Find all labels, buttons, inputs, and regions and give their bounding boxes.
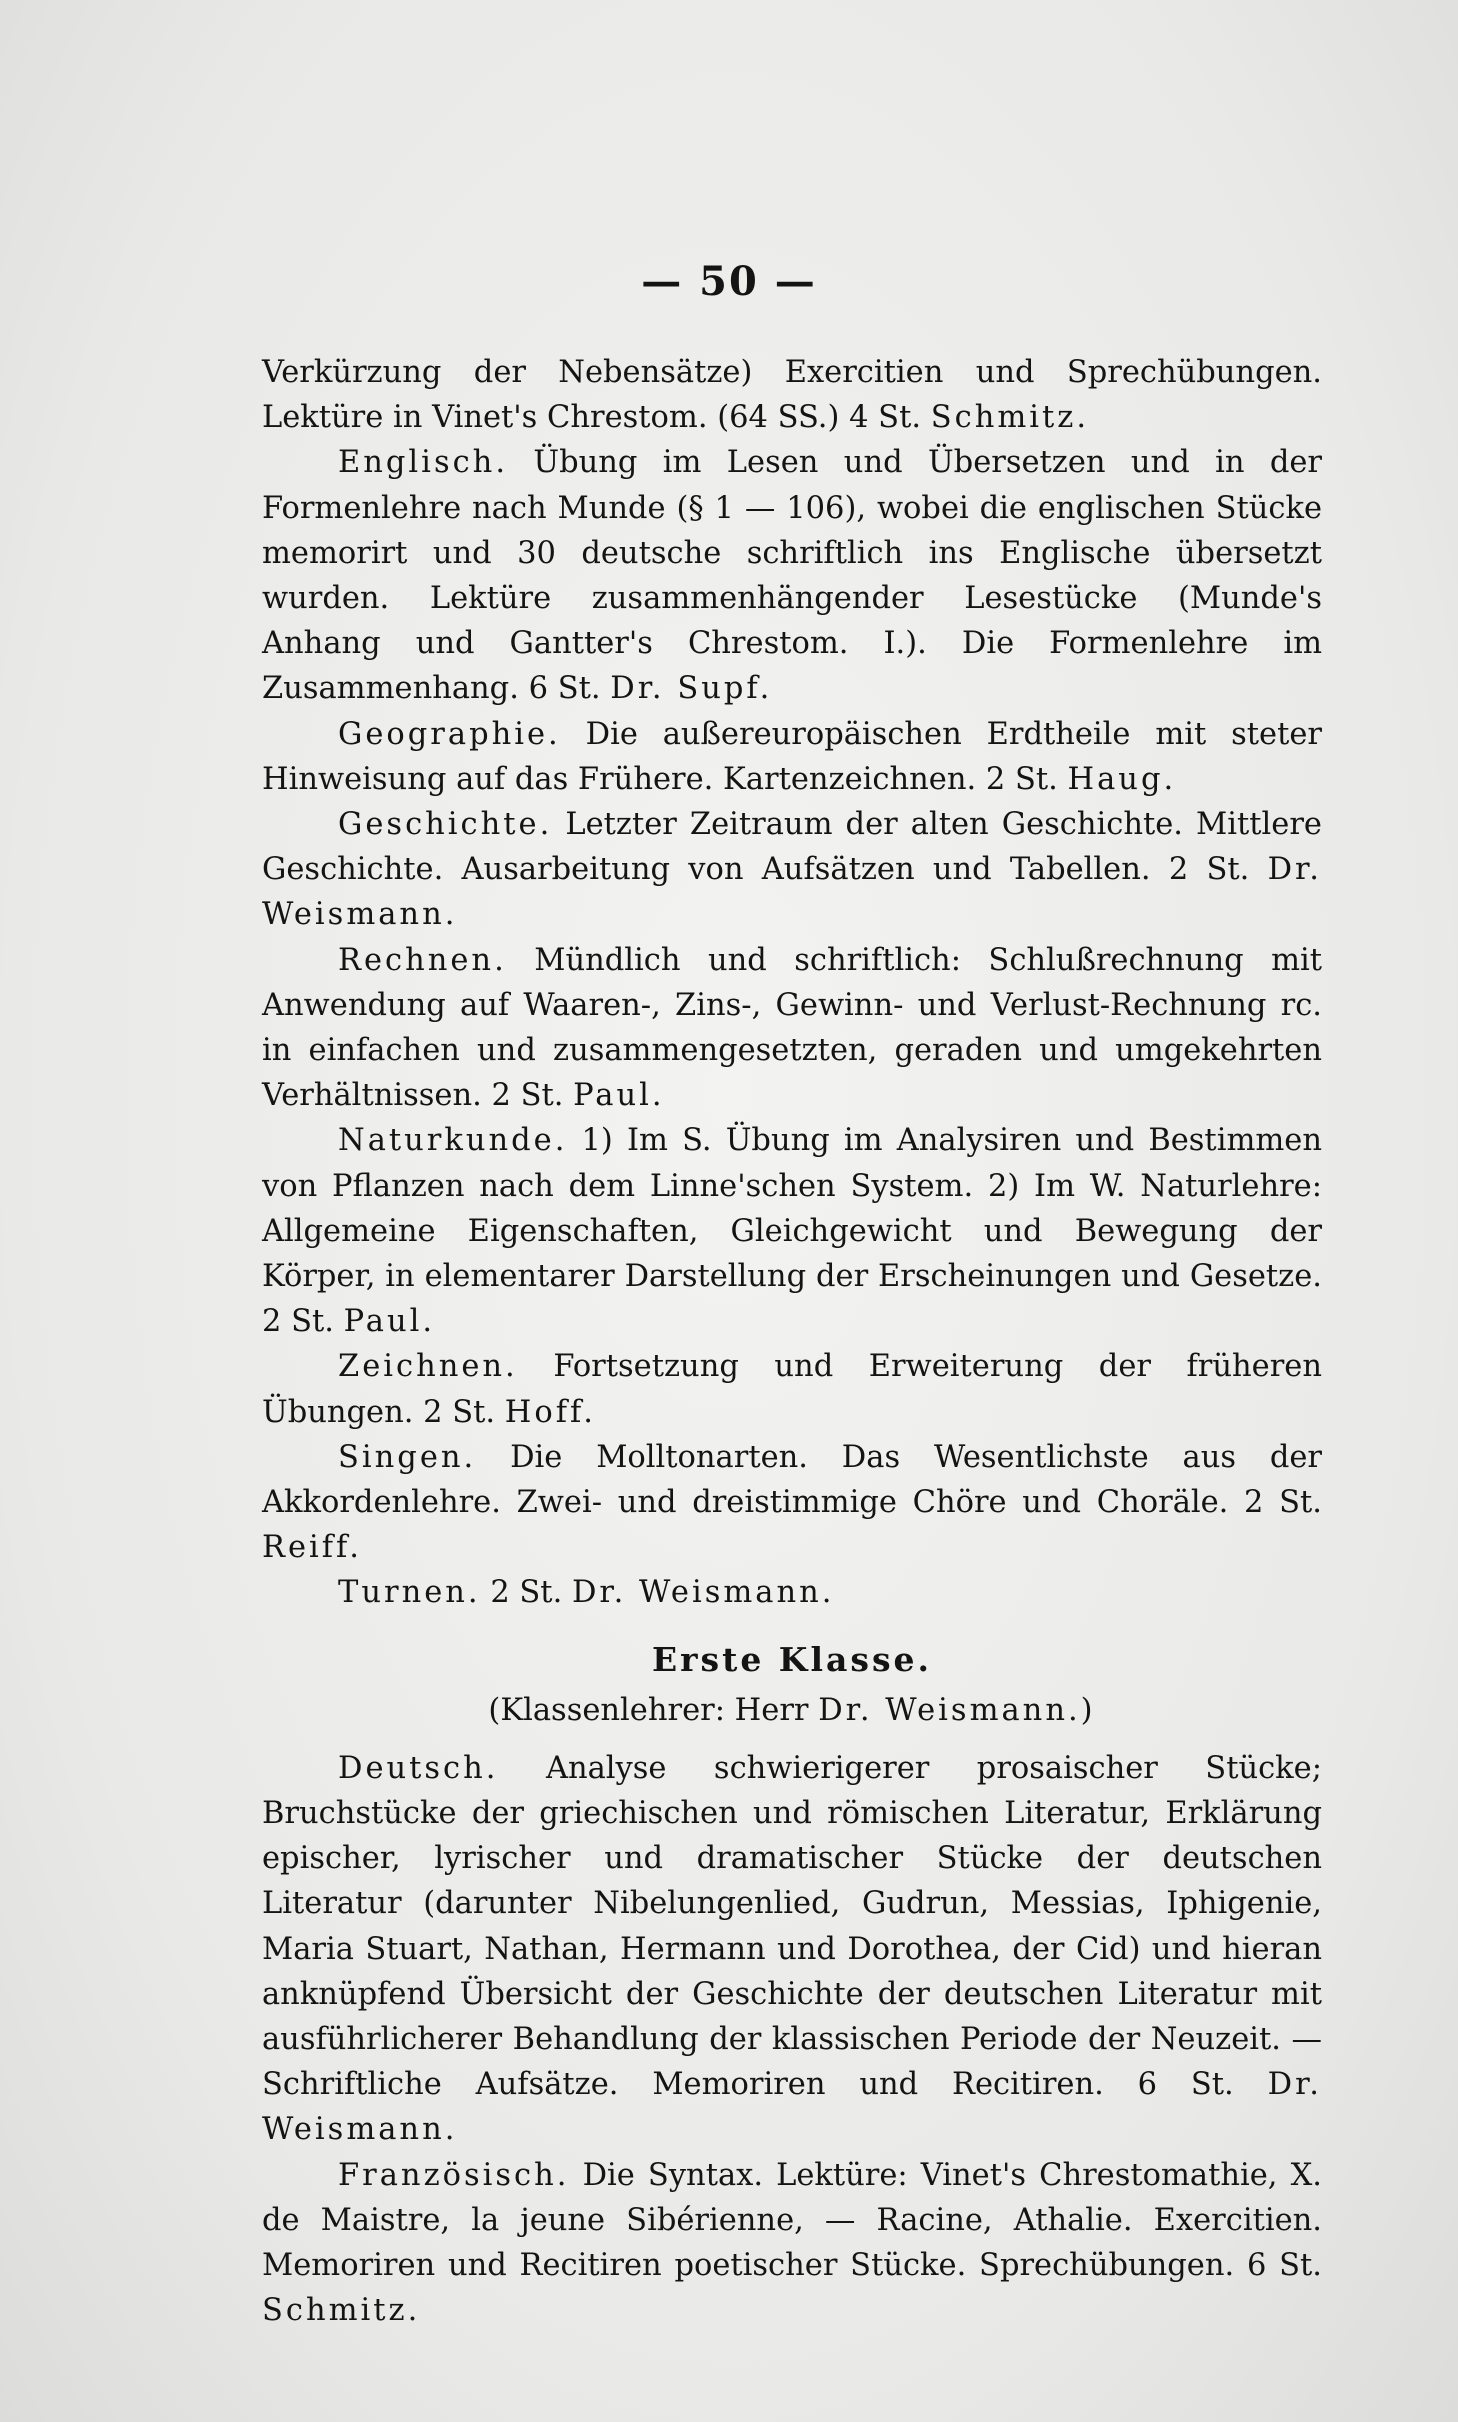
teacher-name: Paul.: [343, 1304, 436, 1340]
subject-label: Singen.: [338, 1439, 477, 1475]
subject-label: Geographie.: [338, 716, 561, 752]
paragraph-text: Die Syntax. Lektüre: Vinet's Chrestomathie, X. de Maistre, la jeune Sibérienne, — Racine, Athalie. Exercitien. Memoriren und Recitiren poetischer Stücke. Sprechübungen. 6 St.: [262, 2157, 1322, 2283]
teacher-name: Reiff.: [262, 1530, 362, 1566]
teacher-name: Schmitz.: [930, 400, 1090, 436]
paragraph-englisch: [262, 440, 1322, 711]
class-teacher-name: Dr. Weismann.): [818, 1692, 1096, 1728]
paragraph-geographie: [262, 712, 1322, 802]
paragraph-text: Mündlich und schriftlich: Schlußrechnung mit Anwendung auf Waaren-, Zins-, Gewinn- und Verlust-Rechnung rc. in einfachen und zusammengesetzten, geraden und umgekehrten Verhältnissen. 2 St.: [262, 942, 1322, 1114]
paragraph-text: Letzter Zeitraum der alten Geschichte. Mittlere Geschichte. Ausarbeitung von Aufsätzen und Tabellen. 2 St.: [262, 807, 1322, 888]
paragraph-text: Fortsetzung und Erweiterung der früheren Übungen. 2 St.: [262, 1349, 1322, 1430]
paragraph-text: Verkürzung der Nebensätze) Exercitien und Sprechübungen. Lektüre in Vinet's Chrestom. (64 SS.) 4 St.: [262, 355, 1322, 436]
teacher-name: Dr. Weismann.: [262, 852, 1322, 933]
teacher-name: Schmitz.: [262, 2293, 421, 2329]
paragraph-text: Die Molltonarten. Das Wesentlichste aus der Akkordenlehre. Zwei- und dreistimmige Chöre und Choräle. 2 St.: [262, 1439, 1322, 1521]
paragraph-text: 2 St.: [490, 1575, 563, 1611]
paragraph-text: Analyse schwierigerer prosaischer Stücke; Bruchstücke der griechischen und römischen Literatur, Erklärung epischer, lyrischer und dramatischer Stücke der deutschen Literatur (darunter Nibelungenlied, Gudrun, Messias, Iphigenie, Maria Stuart, Nathan, Hermann und Dorothea, der Cid) und hieran anknüpfend Übersicht der Geschichte der deutschen Literatur mit ausführlicherer Behandlung der klassischen Periode der Neuzeit. — Schriftliche Aufsätze. Memoriren und Recitiren. 6 St.: [262, 1750, 1322, 2103]
paragraph-text: Übung im Lesen und Übersetzen und in der Formenlehre nach Munde (§ 1 — 106), wobei die englischen Stücke memorirt und 30 deutsche schriftlich ins Englische übersetzt wurden. Lektüre zusammenhängender Lesestücke (Munde's Anhang und Gantter's Chrestom. I.). Die Formenlehre im Zusammenhang. 6 St.: [262, 445, 1322, 707]
body-text: [262, 350, 1322, 2333]
subject-label: Naturkunde.: [338, 1123, 568, 1159]
paragraph-naturkunde: [262, 1118, 1322, 1344]
class-teacher-label: (Klassenlehrer: Herr: [488, 1692, 809, 1728]
class-heading: Erste Klasse.: [651, 1639, 933, 1679]
teacher-name: Dr. Weismann.: [571, 1575, 835, 1611]
subject-label: Deutsch.: [338, 1750, 499, 1786]
teacher-name: Dr. Weismann.: [262, 2067, 1322, 2148]
paragraph-deutsch: [262, 1746, 1322, 2153]
subject-label: Geschichte.: [338, 807, 553, 843]
paragraph-turnen: [262, 1570, 1322, 1615]
subject-label: Englisch.: [338, 445, 509, 481]
paragraph-text: Die außereuropäischen Erdtheile mit steter Hinweisung auf das Frühere. Kartenzeichnen. 2 St.: [262, 716, 1322, 797]
paragraph-text: 1) Im S. Übung im Analysiren und Bestimmen von Pflanzen nach dem Linne'schen System. 2) Im W. Naturlehre: Allgemeine Eigenschaften, Gleichgewicht und Bewegung der Körper, in elementarer Darstellung der Erscheinungen und Gesetze. 2 St.: [262, 1123, 1322, 1340]
teacher-name: Paul.: [573, 1078, 665, 1114]
paragraph-rechnen: [262, 938, 1322, 1119]
paragraph-continuation: [262, 350, 1322, 440]
class-teacher-line: [262, 1686, 1322, 1736]
subject-label: Rechnen.: [338, 942, 507, 978]
paragraph-geschichte: [262, 802, 1322, 938]
subject-label: Zeichnen.: [338, 1349, 518, 1385]
paragraph-franzoesisch: [262, 2153, 1322, 2334]
subject-label: Französisch.: [338, 2157, 570, 2193]
teacher-name: Dr. Supf.: [610, 671, 773, 707]
teacher-name: Hoff.: [504, 1394, 596, 1430]
page-number: — 50 —: [641, 258, 817, 305]
subject-label: Turnen.: [338, 1575, 481, 1611]
paragraph-singen: [262, 1435, 1322, 1571]
teacher-name: Haug.: [1067, 761, 1177, 797]
paragraph-zeichnen: [262, 1344, 1322, 1434]
